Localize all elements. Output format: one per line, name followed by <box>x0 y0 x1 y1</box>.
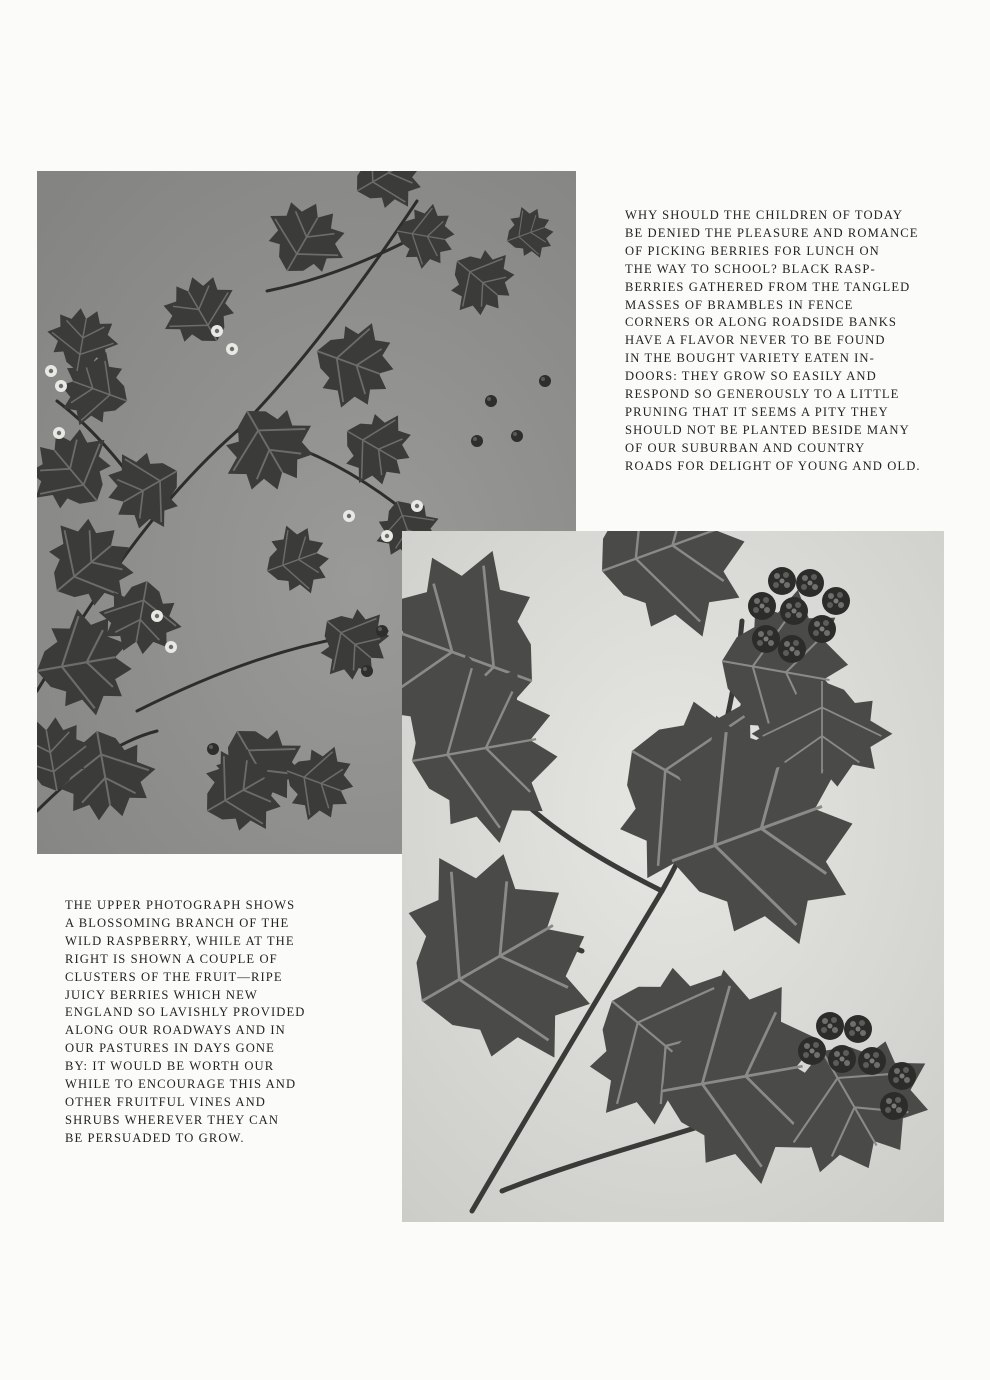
caption-right <box>625 207 941 476</box>
caption-line: HAVE A FLAVOR NEVER TO BE FOUND <box>625 333 886 348</box>
caption-line: SHOULD NOT BE PLANTED BESIDE MANY <box>625 422 910 437</box>
caption-line: THE UPPER PHOTOGRAPH SHOWS <box>65 898 296 912</box>
caption-line: BE DENIED THE PLEASURE AND ROMANCE <box>625 225 919 240</box>
caption-line: OF OUR SUBURBAN AND COUNTRY <box>625 440 866 455</box>
caption-line: RESPOND SO GENEROUSLY TO A LITTLE <box>625 387 900 402</box>
caption-line: MASSES OF BRAMBLES IN FENCE <box>625 297 854 312</box>
caption-line: SHRUBS WHEREVER THEY CAN <box>65 1112 280 1127</box>
caption-line: ALONG OUR ROADWAYS AND IN <box>65 1023 286 1038</box>
caption-line: BE PERSUADED TO GROW. <box>65 1130 245 1145</box>
caption-line: WILD RASPBERRY, WHILE AT THE <box>65 933 295 948</box>
caption-line: PRUNING THAT IT SEEMS A PITY THEY <box>625 404 889 419</box>
photo-raspberry-fruit-clusters <box>402 531 944 1222</box>
caption-line: WHY SHOULD THE CHILDREN OF TODAY <box>625 208 904 222</box>
caption-line: OF PICKING BERRIES FOR LUNCH ON <box>625 243 880 258</box>
raspberry-fruit-illustration <box>402 531 944 1222</box>
caption-line: DOORS: THEY GROW SO EASILY AND <box>625 369 877 384</box>
caption-left <box>65 897 331 1148</box>
caption-line: THE WAY TO SCHOOL? BLACK RASP- <box>625 261 876 276</box>
caption-line: OTHER FRUITFUL VINES AND <box>65 1094 266 1109</box>
caption-line: RIGHT IS SHOWN A COUPLE OF <box>65 951 278 966</box>
caption-line: WHILE TO ENCOURAGE THIS AND <box>65 1077 297 1092</box>
caption-line: IN THE BOUGHT VARIETY EATEN IN- <box>625 351 875 366</box>
caption-line: JUICY BERRIES WHICH NEW <box>65 987 258 1002</box>
caption-line: ROADS FOR DELIGHT OF YOUNG AND OLD. <box>625 458 921 473</box>
caption-line: ENGLAND SO LAVISHLY PROVIDED <box>65 1005 306 1020</box>
caption-line: BY: IT WOULD BE WORTH OUR <box>65 1059 275 1074</box>
caption-line: CLUSTERS OF THE FRUIT—RIPE <box>65 969 283 984</box>
caption-line: BERRIES GATHERED FROM THE TANGLED <box>625 279 911 294</box>
caption-line: CORNERS OR ALONG ROADSIDE BANKS <box>625 315 898 330</box>
caption-line: A BLOSSOMING BRANCH OF THE <box>65 915 290 930</box>
caption-line: OUR PASTURES IN DAYS GONE <box>65 1041 275 1056</box>
